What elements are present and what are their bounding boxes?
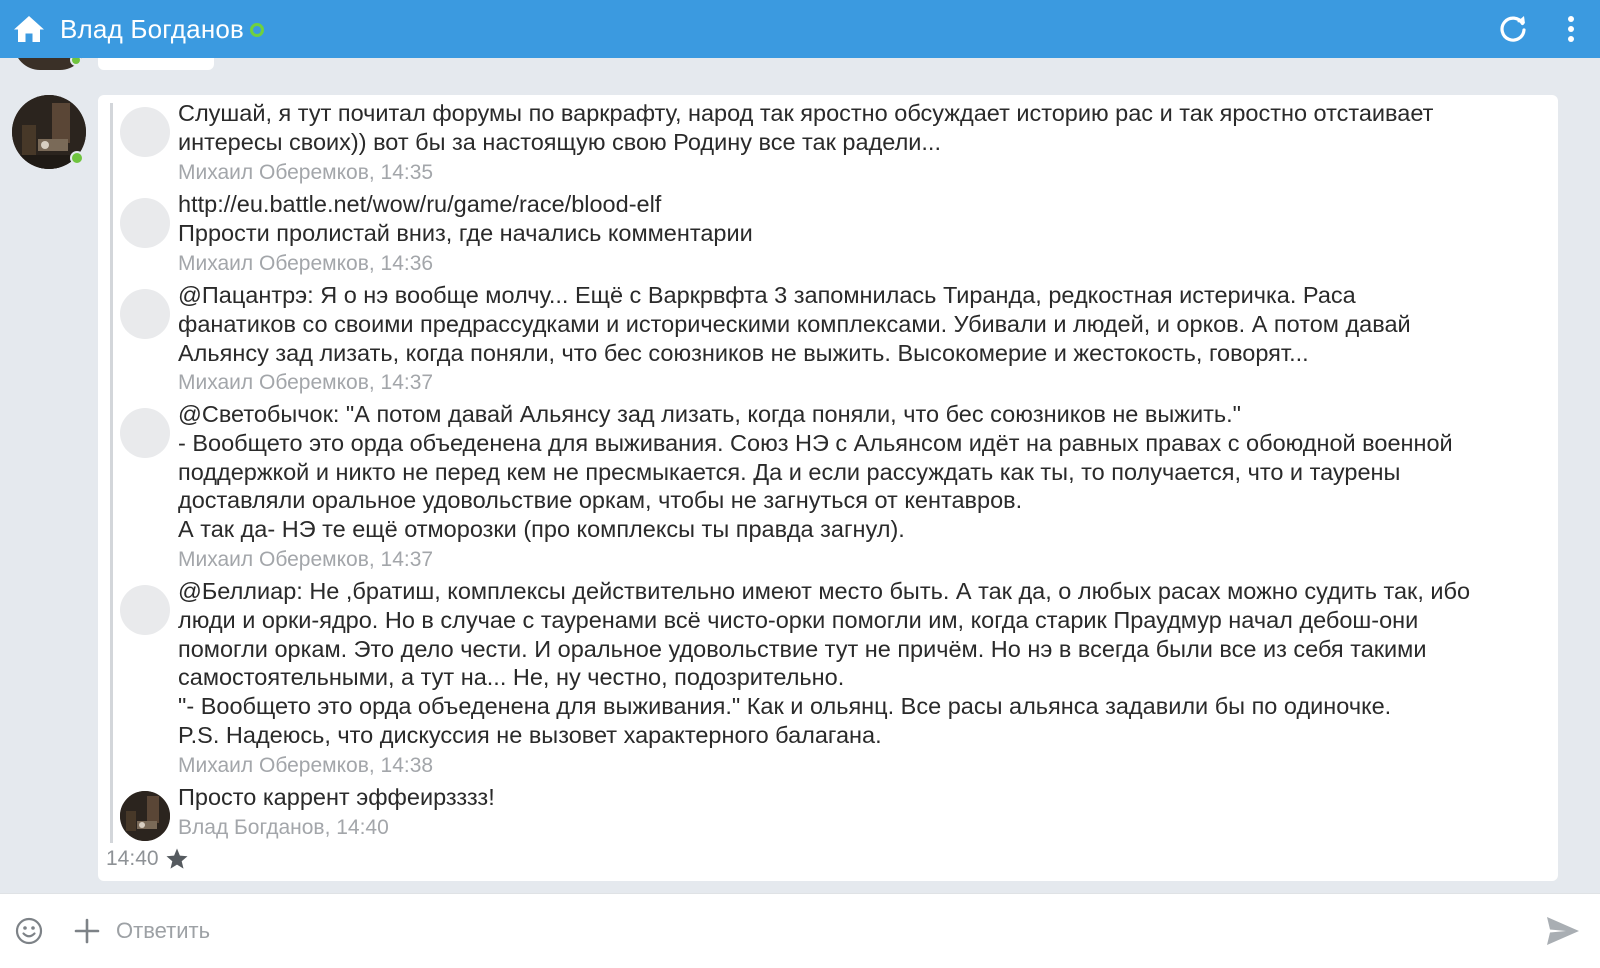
forwarded-text: Просто каррент эффеирзззз! [178,784,495,810]
forwarded-author-avatar[interactable] [120,408,170,458]
reply-input[interactable] [116,911,1416,951]
app-header [0,0,1600,58]
message-timestamp: 14:40 [106,847,159,870]
home-button[interactable] [0,0,58,58]
attach-button[interactable] [58,902,116,960]
online-indicator [70,151,84,165]
forwarded-author-avatar[interactable] [120,585,170,635]
forwarded-text: Слушай, я тут почитал форумы по варкрафту, народ так яростно обсуждает историю рас и так яростно отстаивает интересы своих)) вот бы за настоящую свою Родину все так радели... [178,100,1434,155]
forwarded-author-avatar[interactable] [120,107,170,157]
forwarded-text[interactable]: http://eu.battle.net/wow/ru/game/race/blood-elf Пррости пролистай вниз, где начались комментарии [178,191,753,246]
emoji-button[interactable] [0,902,58,960]
forwarded-author[interactable]: Михаил Оберемков, 14:37 [178,371,434,395]
home-icon [13,14,45,44]
send-icon [1546,916,1580,946]
forwarded-author[interactable]: Михаил Оберемков, 14:37 [178,547,434,571]
forward-quote-bar [110,103,113,843]
refresh-button[interactable] [1484,0,1542,58]
plus-icon [74,918,100,944]
more-menu-button[interactable] [1542,0,1600,58]
forwarded-text: @Пацантрэ: Я о нэ вообще молчу... Ещё с Варкрвфта 3 запомнилась Тиранда, редкостная истеричка. Раса фанатиков со своими предрассудками и историческими комплексами. Убивали и людей, и орков. А потом давай Альянсу зад лизать, когда поняли, что бес союзников не выжить. Высокомерие и жестокость, говорят... [178,282,1411,366]
send-button[interactable] [1534,902,1592,960]
chat-title[interactable]: Влад Богданов [60,13,245,44]
forwarded-text: @Светобычок: "А потом давай Альянсу зад лизать, когда поняли, что бес союзников не выжить." - Вообщето это орда объеденена для выживания. Союз НЭ с Альянсом идёт на равных правах с обоюдной военной поддержкой и никто не перед кем не пресмыкается. Да и если рассуждать как ты, то получается, что и таурены доставляли оральное удовольствие оркам, чтобы не загнуться от кентавров. А так да- НЭ те ещё отморозки (про комплексы ты правда загнул). [178,401,1453,543]
message-card[interactable] [98,95,1558,881]
avatar-photo [120,791,170,841]
forwarded-text: @Беллиар: Не ,братиш, комплексы действительно имеют место быть. А так да, о любых расах можно судить так, ибо люди и орки-ядро. Но в случае с тауренами всё чисто-орки помогли им, когда старик Праудмур начал дебош-они помогли оркам. Это дело чести. И оральное удовольствие тут не причём. Но нэ в всегда были все из себя такими самостоятельными, а тут на... Не, ну честно, подозрительно. "- Вообщето это орда объеденена для выживания." Как и ольянц. Все расы альянса задавили бы по одиночке. P.S. Надеюсь, что дискуссия не вызовет характерного балагана. [178,578,1471,748]
star-icon[interactable] [165,847,189,871]
forwarded-author-avatar[interactable] [120,198,170,248]
reply-composer [0,893,1600,968]
more-vertical-icon [1566,15,1576,43]
forwarded-author[interactable]: Михаил Оберемков, 14:38 [178,753,434,777]
online-indicator [250,23,264,37]
forwarded-author[interactable]: Влад Богданов, 14:40 [178,815,389,839]
forwarded-author[interactable]: Михаил Оберемков, 14:35 [178,160,434,184]
forwarded-author-avatar[interactable] [120,289,170,339]
refresh-icon [1498,14,1528,44]
forwarded-author[interactable]: Михаил Оберемков, 14:36 [178,251,434,275]
smile-icon [15,917,43,945]
message-time [106,847,189,871]
forwarded-author-avatar[interactable] [120,791,170,841]
